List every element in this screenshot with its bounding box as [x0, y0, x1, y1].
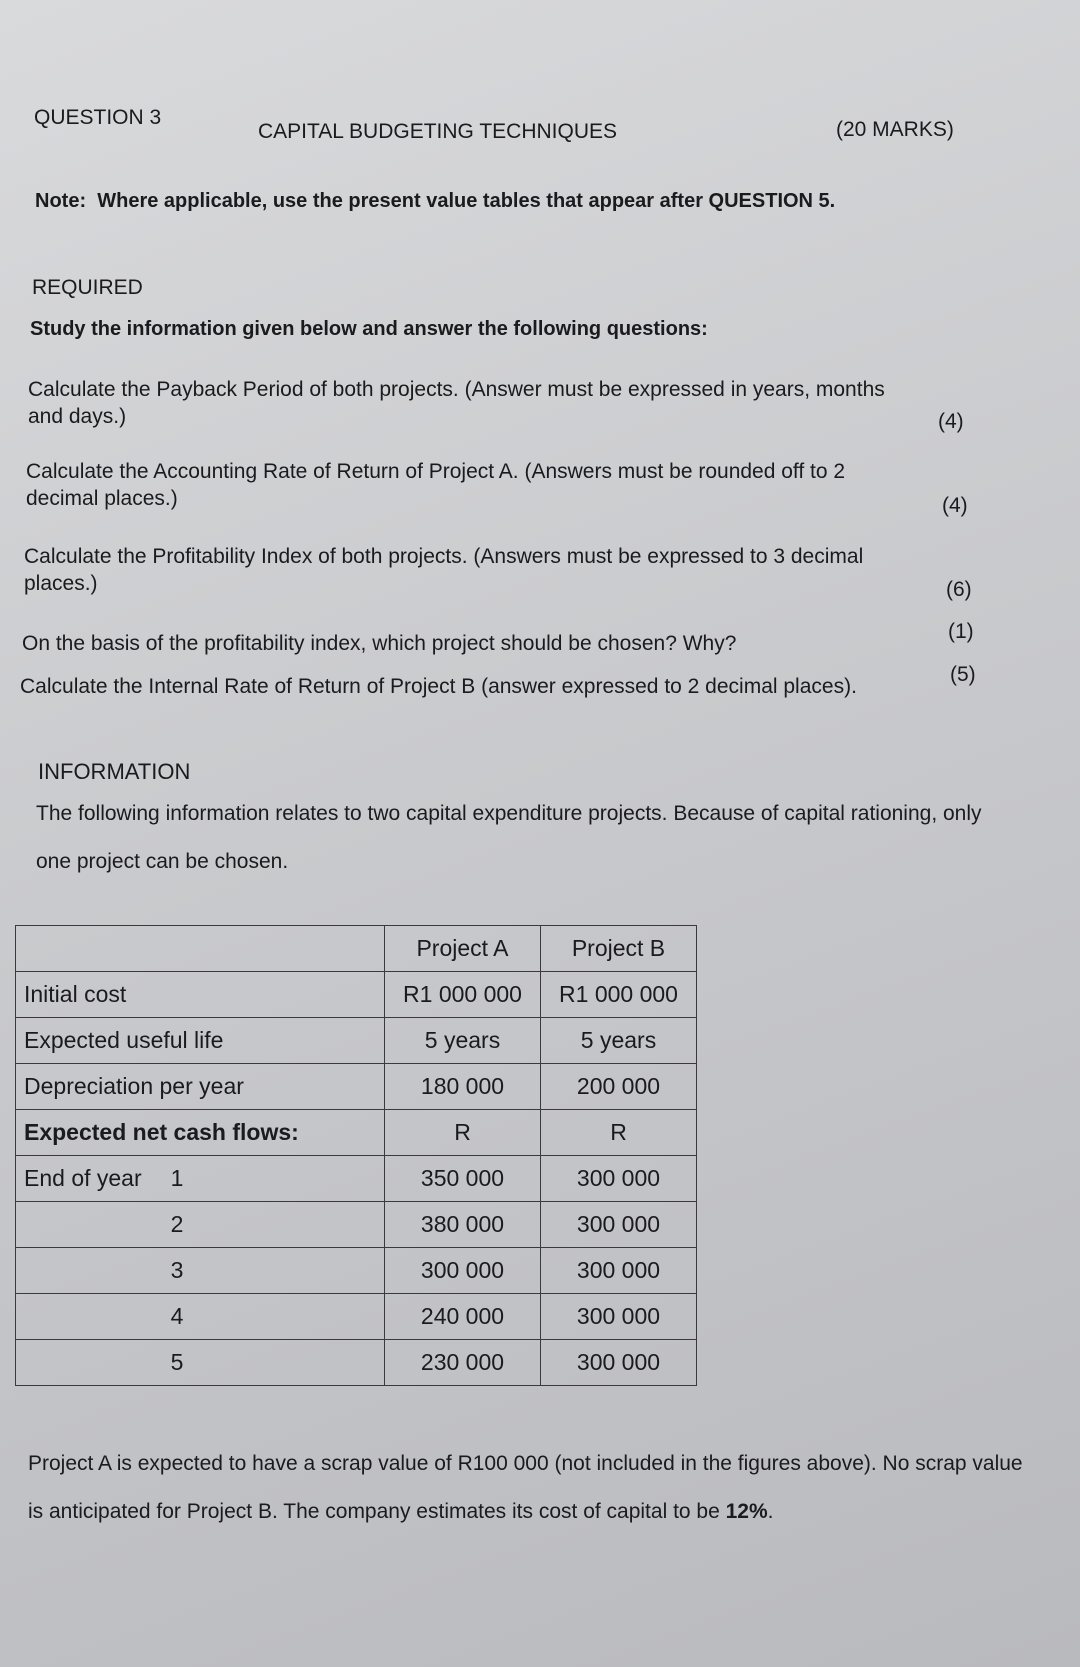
- table-row: [16, 1110, 697, 1156]
- row-label: [16, 1340, 385, 1386]
- total-marks: (20 MARKS): [836, 118, 954, 141]
- row-label: Depreciation per year: [16, 1064, 385, 1110]
- project-a-value: 240 000: [385, 1294, 541, 1340]
- project-b-value: 300 000: [541, 1340, 697, 1386]
- project-a-value: 5 years: [385, 1018, 541, 1064]
- project-a-value: 180 000: [385, 1064, 541, 1110]
- year-number: 3: [170, 1257, 184, 1283]
- project-b-value: 200 000: [541, 1064, 697, 1110]
- project-b-value: 300 000: [541, 1294, 697, 1340]
- row-label: [16, 1156, 385, 1202]
- table-row: [16, 1202, 697, 1248]
- project-b-value: R: [541, 1110, 697, 1156]
- year-number: 1: [170, 1165, 184, 1191]
- question-item: Calculate the Accounting Rate of Return of Project A. (Answers must be rounded off to 2 decimal places.): [26, 460, 846, 510]
- row-label: Expected net cash flows:: [16, 1110, 385, 1156]
- closing-paragraph: [28, 1440, 1028, 1536]
- note: [35, 190, 835, 213]
- project-a-value: 350 000: [385, 1156, 541, 1202]
- required-heading: REQUIRED: [32, 276, 143, 299]
- project-b-value: 300 000: [541, 1248, 697, 1294]
- question-item: Calculate the Internal Rate of Return of Project B (answer expressed to 2 decimal places).: [20, 675, 857, 698]
- row-label: [16, 1202, 385, 1248]
- project-b-value: 300 000: [541, 1156, 697, 1202]
- project-b-value: R1 000 000: [541, 972, 697, 1018]
- closing-period: .: [767, 1500, 774, 1523]
- project-a-value: R1 000 000: [385, 972, 541, 1018]
- information-heading: INFORMATION: [38, 759, 191, 784]
- table-row: [16, 1340, 697, 1386]
- table-header-cell: Project A: [385, 926, 541, 972]
- question-marks: (1): [948, 620, 974, 643]
- question-item: Calculate the Profitability Index of both projects. (Answers must be expressed to 3 decimal places.): [24, 545, 864, 595]
- row-label: Expected useful life: [16, 1018, 385, 1064]
- information-text: The following information relates to two capital expenditure projects. Because of capital rationing, only one project can be chosen.: [36, 802, 982, 873]
- question-marks: (4): [938, 410, 964, 433]
- table-row: [16, 1248, 697, 1294]
- project-table: [15, 925, 697, 1386]
- cost-of-capital-rate: 12%: [725, 1500, 768, 1523]
- note-label: Note:: [35, 190, 87, 212]
- question-number: QUESTION 3: [34, 106, 162, 129]
- year-number: 2: [170, 1211, 184, 1237]
- question-topic: CAPITAL BUDGETING TECHNIQUES: [258, 120, 617, 143]
- project-a-value: R: [385, 1110, 541, 1156]
- row-label: Initial cost: [16, 972, 385, 1018]
- year-number: 5: [170, 1349, 184, 1375]
- row-label: [16, 1248, 385, 1294]
- question-marks: (6): [946, 578, 972, 601]
- table-row: [16, 972, 697, 1018]
- end-of-year-label: End of year: [24, 1165, 142, 1191]
- required-instruction: Study the information given below and answer the following questions:: [30, 318, 708, 340]
- closing-text: Project A is expected to have a scrap value of R100 000 (not included in the figures above). No scrap value is anticipated for Project B. The company estimates its cost of capital to be: [28, 1452, 1023, 1523]
- table-header-cell: [16, 926, 385, 972]
- question-marks: (4): [942, 494, 968, 517]
- project-a-value: 300 000: [385, 1248, 541, 1294]
- question-marks: (5): [950, 663, 976, 686]
- question-item: Calculate the Payback Period of both projects. (Answer must be expressed in years, months and days.): [28, 378, 885, 428]
- question-item: On the basis of the profitability index, which project should be chosen? Why?: [22, 632, 737, 655]
- table-row: [16, 1156, 697, 1202]
- table-row: [16, 1018, 697, 1064]
- note-text: Where applicable, use the present value tables that appear after QUESTION 5.: [97, 190, 836, 212]
- project-a-value: 380 000: [385, 1202, 541, 1248]
- table-header-row: [16, 926, 697, 972]
- row-label: [16, 1294, 385, 1340]
- project-b-value: 5 years: [541, 1018, 697, 1064]
- year-number: 4: [170, 1303, 184, 1329]
- project-a-value: 230 000: [385, 1340, 541, 1386]
- table-row: [16, 1064, 697, 1110]
- table-header-cell: Project B: [541, 926, 697, 972]
- table-row: [16, 1294, 697, 1340]
- project-b-value: 300 000: [541, 1202, 697, 1248]
